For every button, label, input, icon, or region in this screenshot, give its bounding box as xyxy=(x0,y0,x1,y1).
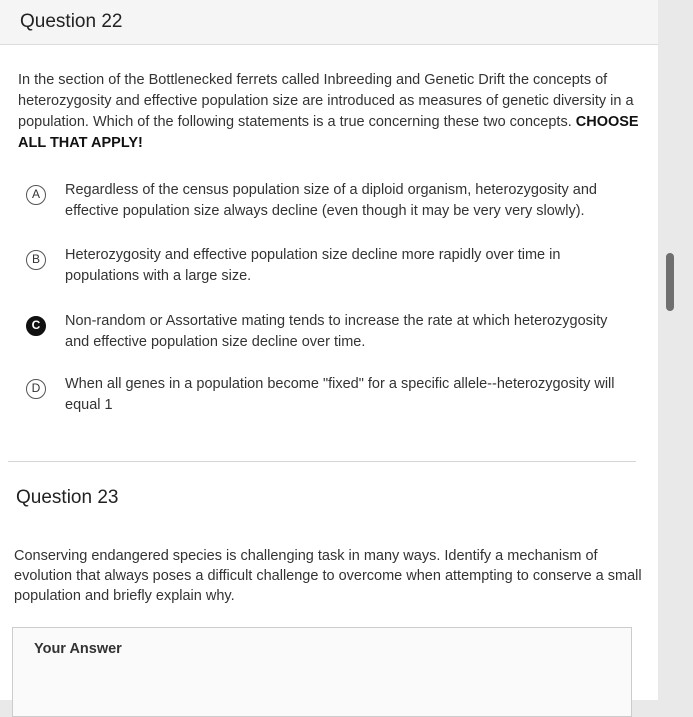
option-text-c[interactable]: Non-random or Assortative mating tends to increase the rate at which heterozygosity and effective population size decline over time. xyxy=(65,313,608,350)
question-22-header xyxy=(0,0,658,45)
question-22-prompt-text: In the section of the Bottlenecked ferrets called Inbreeding and Genetic Drift the concepts of heterozygosity and effective population size are introduced as measures of genetic diversity in a population. Which of the following statements is a true concerning these two concepts. xyxy=(18,72,634,130)
question-22-prompt-emphasis: CHOOSE ALL THAT APPLY! xyxy=(18,114,639,151)
scrollbar-thumb[interactable] xyxy=(666,253,674,311)
option-letter-a[interactable]: A xyxy=(26,185,46,205)
answer-textbox[interactable] xyxy=(12,627,632,717)
option-letter-d[interactable]: D xyxy=(26,379,46,399)
question-23-prompt: Conserving endangered species is challenging task in many ways. Identify a mechanism of evolution that always poses a difficult challenge to overcome when attempting to conserve a small population and briefly explain why. xyxy=(14,548,642,604)
answer-label: Your Answer xyxy=(34,641,122,657)
option-text-b[interactable]: Heterozygosity and effective population size decline more rapidly over time in populations with a large size. xyxy=(65,247,561,284)
question-22-title: Question 22 xyxy=(20,11,123,32)
option-letter-c[interactable]: C xyxy=(26,316,46,336)
option-letter-b[interactable]: B xyxy=(26,250,46,270)
question-22-prompt xyxy=(18,70,650,154)
question-23-title: Question 23 xyxy=(16,487,119,508)
option-text-d[interactable]: When all genes in a population become "fixed" for a specific allele--heterozygosity will equal 1 xyxy=(65,376,615,413)
question-divider xyxy=(8,461,636,462)
option-text-a[interactable]: Regardless of the census population size of a diploid organism, heterozygosity and effective population size always decline (even though it may be very very slowly). xyxy=(65,182,597,219)
